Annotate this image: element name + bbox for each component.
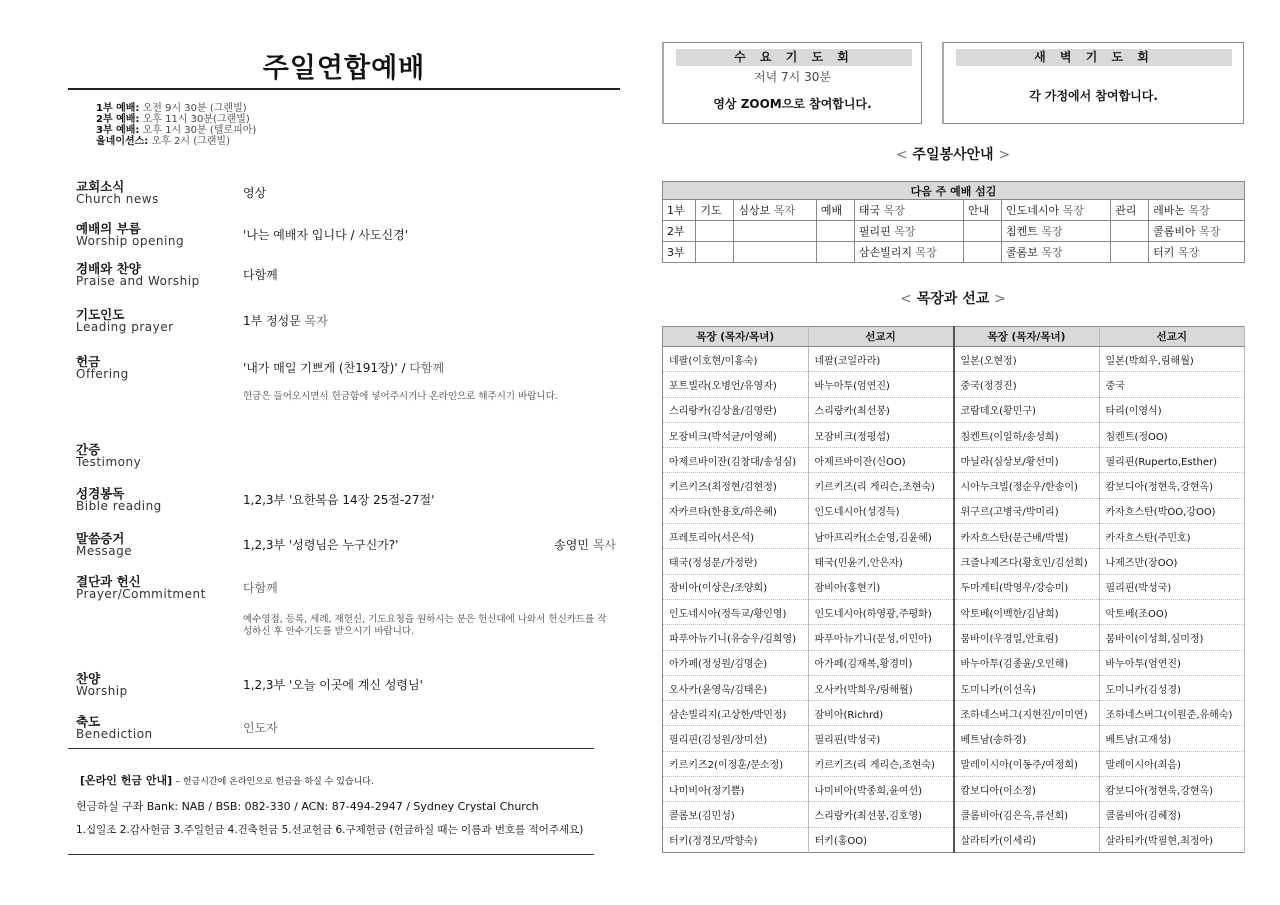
service-time-2: 2부 예배: 오후 11시 30분(그랜빌): [96, 114, 250, 125]
table-row: [663, 726, 1245, 751]
table-cell: 조하네스버그(이원준,유해숙): [1099, 701, 1245, 726]
table-cell: 자카르타(한용호/하은혜): [663, 498, 809, 523]
table-cell: 조하네스버그(지현진/이미연): [954, 701, 1100, 726]
table-cell: 시아누크빌(정순우/한송이): [954, 473, 1100, 498]
table-cell: 콜롬보(김민성): [663, 802, 809, 827]
table-cell: 말레이시아(최음): [1099, 751, 1245, 776]
table-row: [663, 650, 1245, 675]
table-cell: 잠비아(Richrd): [808, 701, 954, 726]
wednesday-prayer-desc: 영상 ZOOM으로 참여합니다.: [713, 97, 872, 111]
footer-divider-top: [68, 748, 594, 749]
table-cell: 프레토리아(서은석): [663, 524, 809, 549]
table-cell: 포트빌라(오병언/유영자): [663, 372, 809, 397]
table-cell: 살라티카(이세리): [954, 827, 1100, 852]
table-cell: 잠비아(이상은/조양희): [663, 574, 809, 599]
table-row: 1부 기도 심상보 목자 예배 태국 목장 안내 인도네시아 목장 관리 레바논 목장: [663, 200, 1245, 221]
table-cell: 필리핀(박성국): [1099, 574, 1245, 599]
table-cell: 나미비아(정기쁨): [663, 777, 809, 802]
table-row: [663, 549, 1245, 574]
table-cell: 카자흐스탄(박OO,강OO): [1099, 498, 1245, 523]
table-cell: 필리핀(박성국): [808, 726, 954, 751]
table-cell: 오사카(윤영옥/김태은): [663, 675, 809, 700]
table-cell: 마닐라(심상보/황선미): [954, 448, 1100, 473]
table-row: [663, 802, 1245, 827]
table-row: [663, 347, 1245, 372]
table-cell: 베트남(고재성): [1099, 726, 1245, 751]
mission-table-body: [663, 347, 1245, 853]
wednesday-prayer-title: 수 요 기 도 회: [676, 49, 912, 66]
service-time-4: 올네이션스: 오후 2시 (그랜빌): [96, 136, 230, 147]
table-cell: 모잠비크(박석균/이영혜): [663, 422, 809, 447]
offering-note: 헌금은 들어오시면서 헌금함에 넣어주시거나 온라인으로 해주시기 바랍니다.: [243, 391, 558, 402]
table-cell: 캄보디아(정현욱,강현옥): [1099, 473, 1245, 498]
table-cell: 태국(정성문/가정란): [663, 549, 809, 574]
online-offering-info: [온라인 헌금 안내] – 헌금시간에 온라인으로 헌금을 하실 수 있습니다.: [80, 774, 374, 787]
table-cell: 콜롬비아(김은옥,류선희): [954, 802, 1100, 827]
service-table-header: 다음 주 예배 섬김: [663, 182, 1245, 200]
table-cell: 파푸아뉴기니(문성,이민아): [808, 625, 954, 650]
wednesday-prayer-box: [662, 42, 922, 124]
table-cell: 캄보디아(정현욱,강현옥): [1099, 777, 1245, 802]
table-cell: 악토베(조OO): [1099, 599, 1245, 624]
table-row: [663, 574, 1245, 599]
table-cell: 스리랑카(최선봉): [808, 397, 954, 422]
table-cell: 바누아투(엄연진): [1099, 650, 1245, 675]
table-cell: 스리랑카(최선봉,김호영): [808, 802, 954, 827]
table-cell: 네팔(코일라라): [808, 347, 954, 372]
table-cell: 악토베(이백한/김남희): [954, 599, 1100, 624]
table-row: [663, 777, 1245, 802]
table-cell: 카자흐스탄(주민호): [1099, 524, 1245, 549]
mission-table-header: 목장 (목자/목녀) 선교지 목장 (목자/목녀) 선교지: [663, 327, 1245, 347]
table-row: [663, 599, 1245, 624]
table-cell: 오사카(박희우/림해월): [808, 675, 954, 700]
table-row: [663, 473, 1245, 498]
table-cell: 침켄트(이일하/송성희): [954, 422, 1100, 447]
commitment-note: 예수영접, 등록, 세례, 재헌신, 기도요청을 원하시는 분은 헌신대에 나와서 헌신카드를 작성하신 후 안수기도를 받으시기 바랍니다.: [243, 614, 607, 637]
table-cell: 일본(박희우,림해월): [1099, 347, 1245, 372]
table-cell: 아제르바이잔(김창대/송성심): [663, 448, 809, 473]
table-cell: 도미니카(김성경): [1099, 675, 1245, 700]
table-cell: 중국(정경진): [954, 372, 1100, 397]
table-cell: 아가페(정성원/김명순): [663, 650, 809, 675]
table-row: [663, 422, 1245, 447]
table-cell: 도미니카(이선옥): [954, 675, 1100, 700]
table-row: [663, 372, 1245, 397]
bulletin-right-page: [660, 0, 1246, 905]
table-cell: 크즐나제즈다(황호인/김선희): [954, 549, 1100, 574]
table-cell: 아제르바이잔(신OO): [808, 448, 954, 473]
bulletin-left-page: 주일연합예배 1부 예배: 오전 9시 30분 (그랜빌) 2부 예배: 오후 11시 30분(그랜빌) 3부 예배: 오후 1시 30분 (텔로피아) 올네이션스: 오후 2시 (그랜빌) 교회소식 Church news 영상 예배의 부름 Worship opening '나는 예배자 입니다 / 사도신경' 경배와 찬양 Praise and Worship 다함께 기도인도 Leading prayer 1부 정성문 목자 헌금 Offering '내가 매일 기쁘게 (찬191장)' / 다함께 헌금은 들어오시면서 헌금함에 넣어주시거나 온라인으로 해주시기 바랍니다. 간증 Testimony 성경봉독 Bible reading 1,2,3부 '요한복음 14장 25절-27절' 말씀증거 Message 1,2,3부 '성령님은 누구신가?' 송영민 목사 결단과 헌신 Prayer/Commitment 다함께 예수영접, 등록, 세례, 재헌신, 기도요청을 원하시는 분은 헌신대에 나와서 헌신카드를 작성하신 후 안수기도를 받으시기 바랍니다. 찬양 Worship 1,2,3부 '오늘 이곳에 계신 성령님' 축도 Benediction 인도자 [온라인 헌금 안내] – 헌금시간에 온라인으로 헌금을 하실 수 있습니다. 헌금하실 구좌 Bank: NAB / BSB: 082-330 / ACN: 87-494-2947 / Sydney Crystal Church 1.십일조 2.감사헌금 3.주일헌금 4.건축헌금 5.선교헌금 6.구제헌금 (헌금하실 때는 이름과 번호를 적어주세요): [68, 0, 620, 905]
offering-kinds: 1.십일조 2.감사헌금 3.주일헌금 4.건축헌금 5.선교헌금 6.구제헌금 (헌금하실 때는 이름과 번호를 적어주세요): [76, 824, 584, 836]
wednesday-prayer-time: 저녁 7시 30분: [754, 70, 831, 84]
table-cell: 위구르(고병국/박미리): [954, 498, 1100, 523]
table-cell: 키르키즈2(이정훈/문소정): [663, 751, 809, 776]
service-section-title: < 주일봉사안내 >: [895, 147, 1011, 163]
table-cell: 살라티카(박필현,최정아): [1099, 827, 1245, 852]
table-cell: 바누아투(엄연진): [808, 372, 954, 397]
dawn-prayer-desc: 각 가정에서 참여합니다.: [1029, 89, 1158, 103]
table-row: [663, 751, 1245, 776]
table-row: [663, 625, 1245, 650]
table-cell: 키르키즈(리 게리슨,조현숙): [808, 473, 954, 498]
table-cell: 파푸아뉴기니(유승우/김희영): [663, 625, 809, 650]
table-cell: 인도네시아(하영광,주평화): [808, 599, 954, 624]
title-divider: [68, 88, 620, 90]
table-cell: 콜롬비아(김혜정): [1099, 802, 1245, 827]
table-row: [663, 524, 1245, 549]
table-cell: 태국(민윤기,안은자): [808, 549, 954, 574]
table-cell: 두마게티(박영우/강승미): [954, 574, 1100, 599]
table-cell: 인도네시아(성경득): [808, 498, 954, 523]
table-row: [663, 498, 1245, 523]
service-time-3: 3부 예배: 오후 1시 30분 (텔로피아): [96, 125, 257, 136]
table-cell: 모잠비크(정평섭): [808, 422, 954, 447]
table-cell: 잠비아(홍현기): [808, 574, 954, 599]
table-row: [663, 675, 1245, 700]
table-cell: 필리핀(Ruperto,Esther): [1099, 448, 1245, 473]
table-cell: 스리랑카(김상율/김영란): [663, 397, 809, 422]
table-cell: 키르키즈(최정현/김현정): [663, 473, 809, 498]
table-cell: 삼손빌리지(고상한/박민정): [663, 701, 809, 726]
table-cell: 뭄바이(우경일,안효림): [954, 625, 1100, 650]
dawn-prayer-title: 새 벽 기 도 회: [956, 49, 1232, 66]
service-times: [96, 103, 256, 147]
table-cell: 타리(이영식): [1099, 397, 1245, 422]
table-cell: 베트남(송하경): [954, 726, 1100, 751]
service-table: [662, 181, 1245, 263]
table-cell: 터키(홍OO): [808, 827, 954, 852]
dawn-prayer-box: [942, 42, 1244, 124]
table-cell: 터키(정경모/박향숙): [663, 827, 809, 852]
table-cell: 침켄트(정OO): [1099, 422, 1245, 447]
table-cell: 아가페(김재복,황경미): [808, 650, 954, 675]
table-cell: 필리핀(김성원/장미선): [663, 726, 809, 751]
table-row: 3부 삼손빌리지 목장 콜롬보 목장 터키 목장: [663, 242, 1245, 263]
table-row: [663, 701, 1245, 726]
table-cell: 남아프리카(소순영,김윤혜): [808, 524, 954, 549]
table-cell: 바누아투(김종윤/오인해): [954, 650, 1100, 675]
table-row: [663, 397, 1245, 422]
table-cell: 네팔(이호현/이홍숙): [663, 347, 809, 372]
page-title: 주일연합예배: [262, 53, 426, 84]
table-cell: 키르키즈(리 게리슨,조현숙): [808, 751, 954, 776]
table-cell: 일본(오현정): [954, 347, 1100, 372]
service-time-1: 1부 예배: 오전 9시 30분 (그랜빌): [96, 103, 247, 114]
table-cell: 나제즈만(장OO): [1099, 549, 1245, 574]
mission-table: [662, 326, 1245, 853]
table-row: [663, 448, 1245, 473]
table-cell: 코람데오(황민구): [954, 397, 1100, 422]
table-row: 2부 필리핀 목장 침켄트 목장 콜롬비아 목장: [663, 221, 1245, 242]
table-cell: 나미비아(박종희,윤여선): [808, 777, 954, 802]
table-row: [663, 827, 1245, 852]
table-cell: 캄보디아(이소정): [954, 777, 1100, 802]
table-cell: 말레이시아(이동주/여정희): [954, 751, 1100, 776]
table-cell: 뭄바이(이성희,심미정): [1099, 625, 1245, 650]
table-cell: 인도네시아(정득교/황인영): [663, 599, 809, 624]
table-cell: 카자흐스탄(문근배/박별): [954, 524, 1100, 549]
footer-divider-bottom: [68, 854, 594, 855]
bank-account: 헌금하실 구좌 Bank: NAB / BSB: 082-330 / ACN: 87-494-2947 / Sydney Crystal Church: [76, 800, 539, 813]
mission-section-title: < 목장과 선교 >: [900, 291, 1006, 307]
table-cell: 중국: [1099, 372, 1245, 397]
